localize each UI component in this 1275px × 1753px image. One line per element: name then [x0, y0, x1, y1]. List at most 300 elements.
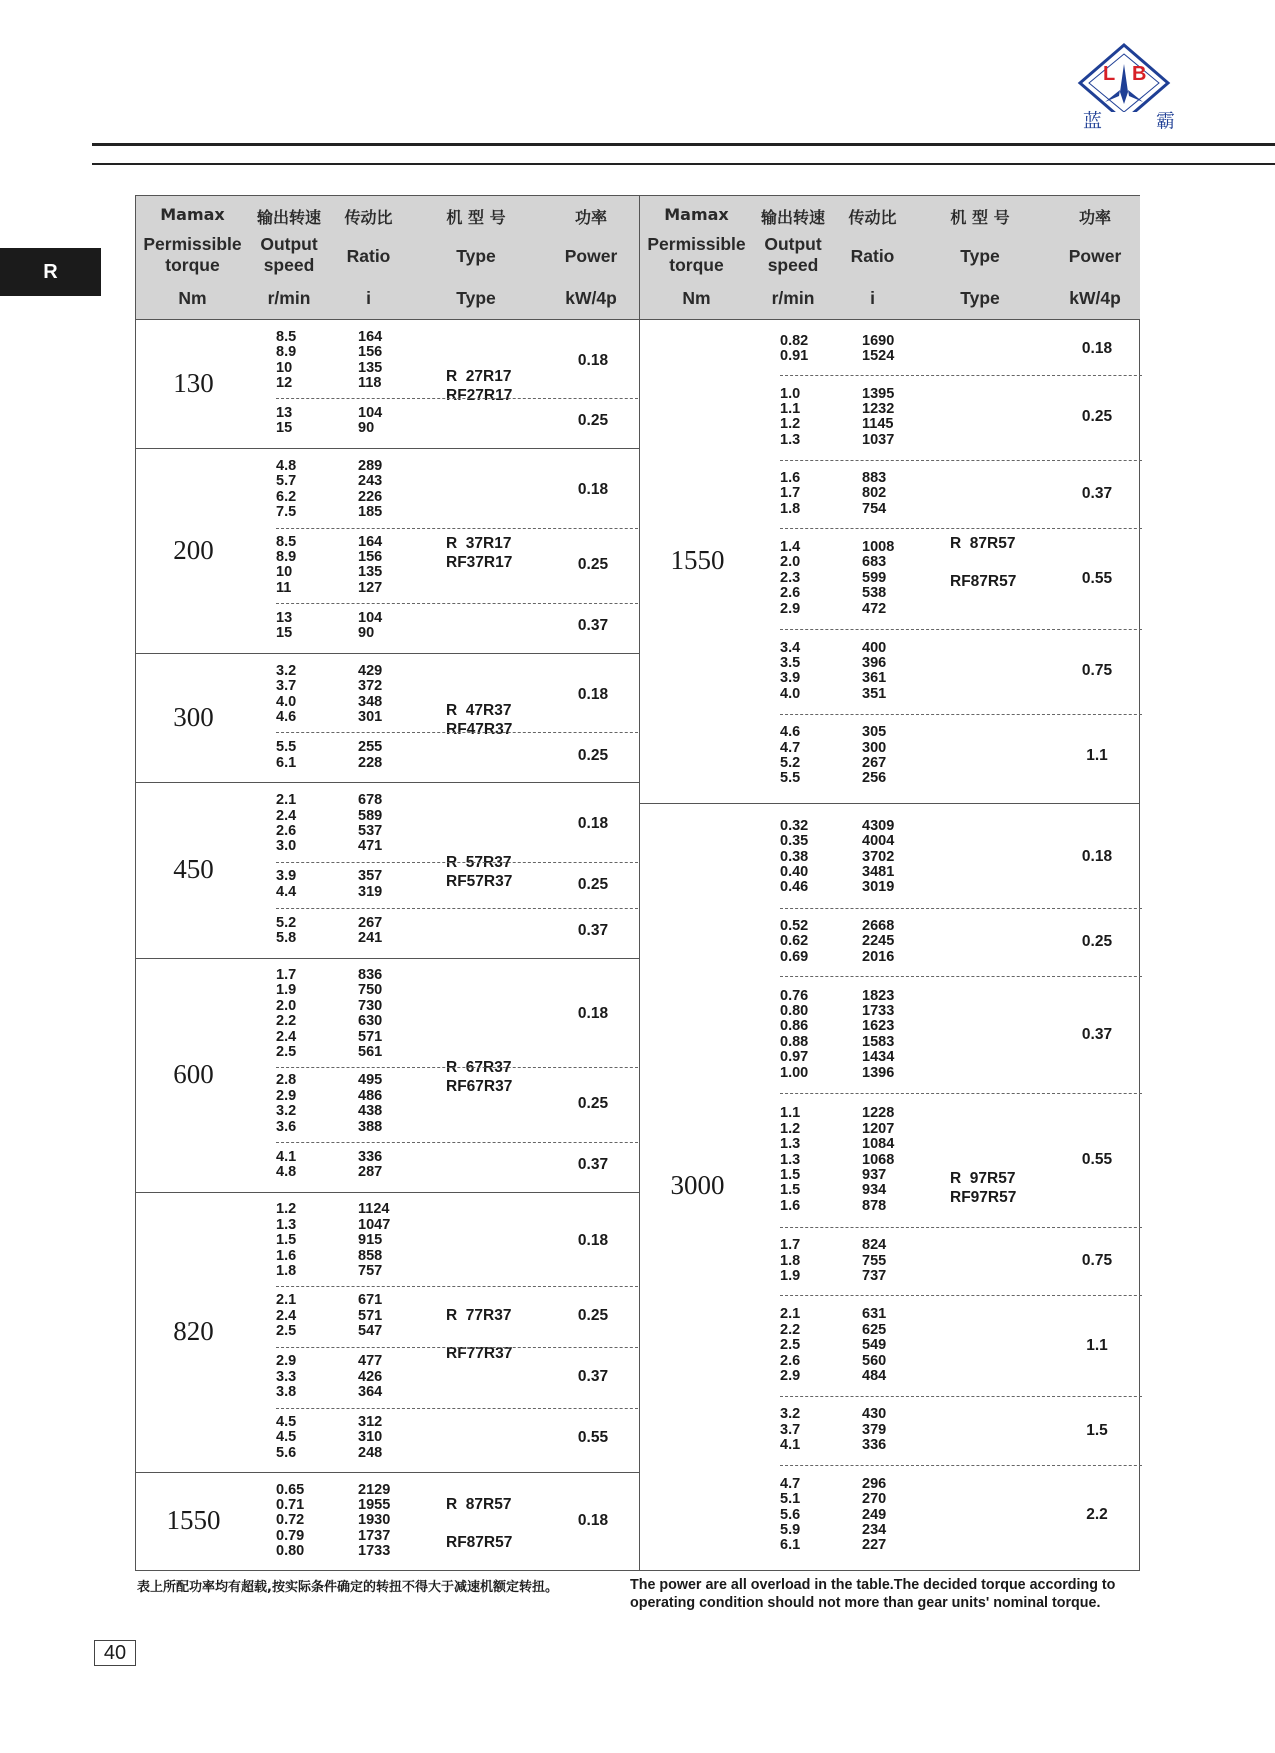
power-value: 0.18	[577, 685, 609, 703]
header-col-unit: kW/4p	[1069, 288, 1121, 308]
output-speed: 5.8	[276, 930, 297, 947]
output-speed: 1.1	[780, 1105, 801, 1122]
power-block	[276, 1408, 551, 1469]
power-block	[276, 323, 551, 399]
output-speed: 1.00	[780, 1064, 809, 1081]
logo-cn-left: 蓝	[1083, 110, 1103, 132]
power-value: 1.1	[1086, 1336, 1108, 1354]
ratio-value: 599	[862, 569, 887, 586]
header-col-en: Type	[960, 246, 1000, 266]
ratio-value: 156	[358, 344, 383, 361]
output-speed: 4.1	[276, 1148, 297, 1165]
ratio-value: 589	[358, 807, 383, 824]
header-col-en: Output speed	[260, 234, 318, 275]
header-col-unit: Nm	[178, 288, 207, 308]
output-speed: 5.2	[276, 914, 297, 931]
ratio-value: 1232	[862, 401, 895, 418]
output-speed: 2.4	[276, 1028, 297, 1045]
ratio-value: 400	[862, 639, 887, 656]
header-col-unit: r/min	[267, 288, 311, 308]
torque-group	[136, 1192, 639, 1473]
power-block	[780, 807, 1055, 909]
ratio-value: 883	[862, 469, 887, 486]
header-col-cn: 输出转速	[760, 208, 825, 227]
ratio-value: 1395	[862, 385, 895, 402]
output-speed: 4.0	[276, 693, 297, 710]
output-speed: 0.32	[780, 817, 809, 834]
output-speed: 4.5	[276, 1414, 297, 1430]
ratio-value: 351	[862, 685, 887, 702]
power-block	[276, 1196, 551, 1287]
output-speed: 3.2	[276, 1103, 297, 1120]
output-speed: 1.3	[276, 1216, 297, 1233]
ratio-value: 1037	[862, 431, 895, 448]
ratio-value: 429	[358, 662, 383, 679]
power-block	[780, 323, 1055, 376]
power-cell	[1052, 714, 1142, 799]
output-speed: 1.9	[276, 982, 297, 999]
ratio-value: 1583	[862, 1033, 895, 1050]
output-speed: 12	[276, 374, 293, 391]
output-speed: 5.5	[276, 739, 297, 756]
output-speed: 5.2	[780, 754, 801, 771]
torque-group	[136, 782, 639, 959]
section-tab[interactable]: R	[0, 248, 101, 296]
output-speed: 4.6	[780, 724, 801, 741]
power-cell	[1052, 323, 1142, 376]
ratio-value: 2668	[862, 917, 895, 934]
header-col-cn: 功率	[574, 208, 607, 227]
torque-value: 130	[173, 367, 214, 398]
ratio-value: 1930	[358, 1512, 391, 1529]
output-speed: 1.3	[780, 431, 801, 448]
torque-group	[136, 653, 639, 783]
power-block	[780, 714, 1055, 799]
ratio-value: 336	[358, 1148, 383, 1165]
ratio-value: 249	[862, 1506, 887, 1523]
output-speed: 3.7	[780, 1421, 801, 1438]
output-speed: 3.3	[276, 1368, 297, 1385]
output-speed: 2.3	[780, 569, 801, 586]
power-cell	[1052, 976, 1142, 1094]
output-speed: 3.4	[780, 639, 801, 656]
ratio-value: 484	[862, 1368, 887, 1385]
table-header	[136, 196, 639, 320]
power-block	[780, 1093, 1055, 1228]
output-speed: 1.5	[276, 1232, 297, 1249]
power-block	[276, 1142, 551, 1188]
gear-type: R 97R57 RF97R57	[950, 1170, 1017, 1207]
output-speed: 0.71	[276, 1497, 305, 1514]
output-speed: 3.2	[276, 662, 297, 679]
header-col-cn: 传动比	[344, 208, 393, 227]
power-cell	[548, 1347, 638, 1409]
ratio-value: 243	[358, 473, 383, 490]
output-speed: 1.7	[780, 485, 801, 502]
power-cell	[548, 1067, 638, 1143]
ratio-value: 3481	[862, 864, 895, 880]
output-speed: 2.1	[276, 1292, 297, 1309]
power-cell	[548, 657, 638, 733]
ratio-value: 164	[358, 533, 383, 550]
ratio-value: 1396	[862, 1064, 895, 1081]
output-speed: 0.76	[780, 987, 809, 1004]
ratio-value: 1068	[862, 1151, 895, 1168]
power-value: 0.55	[577, 1429, 609, 1447]
power-block	[780, 1396, 1055, 1465]
ratio-value: 1434	[862, 1049, 895, 1066]
ratio-value: 301	[358, 709, 383, 726]
output-speed: 1.6	[780, 1197, 801, 1214]
output-speed: 13	[276, 609, 293, 626]
ratio-value: 4004	[862, 833, 895, 850]
power-value: 2.2	[1086, 1506, 1108, 1524]
power-block	[276, 1286, 551, 1348]
ratio-value: 878	[862, 1197, 887, 1214]
ratio-value: 227	[862, 1537, 887, 1554]
output-speed: 4.1	[780, 1437, 801, 1454]
power-block	[780, 908, 1055, 977]
power-block	[780, 460, 1055, 529]
brand-logo	[1075, 42, 1173, 138]
power-block	[276, 786, 551, 862]
output-speed: 3.2	[780, 1406, 801, 1423]
ratio-value: 472	[862, 600, 887, 617]
ratio-value: 305	[862, 724, 887, 741]
ratio-value: 2245	[862, 933, 895, 950]
output-speed: 4.6	[276, 709, 297, 726]
ratio-value: 241	[358, 930, 383, 947]
power-value: 0.25	[577, 412, 609, 430]
ratio-value: 118	[358, 374, 382, 391]
header-rule-top	[92, 143, 1275, 146]
ratio-value: 1823	[862, 987, 895, 1004]
output-speed: 0.52	[780, 917, 809, 934]
header-col-en: Permissible torque	[647, 234, 746, 275]
header-col-cn: 机 型 号	[950, 208, 1010, 227]
output-speed: 2.6	[276, 822, 297, 839]
gear-type: R 37R17 RF37R17	[446, 534, 513, 571]
output-speed: 5.1	[780, 1491, 801, 1508]
output-speed: 1.3	[780, 1151, 801, 1168]
ratio-value: 630	[358, 1013, 383, 1030]
ratio-value: 486	[358, 1087, 383, 1104]
output-speed: 10	[276, 564, 293, 581]
ratio-value: 1955	[358, 1497, 391, 1514]
header-col	[640, 196, 753, 319]
output-speed: 0.35	[780, 833, 809, 850]
ratio-value: 267	[862, 754, 887, 771]
power-cell	[548, 323, 638, 399]
power-block	[276, 962, 551, 1068]
output-speed: 3.8	[276, 1383, 297, 1400]
ratio-value: 90	[358, 420, 375, 437]
ratio-value: 357	[358, 868, 383, 885]
ratio-value: 1623	[862, 1018, 895, 1035]
footnote-cn: 表上所配功率均有超载,按实际条件确定的转扭不得大于减速机额定转扭。	[137, 1580, 558, 1595]
power-value: 0.18	[577, 814, 609, 832]
output-speed: 2.9	[276, 1353, 297, 1370]
ratio-value: 438	[358, 1103, 383, 1120]
header-col-unit: Type	[960, 288, 1000, 308]
header-col	[1050, 196, 1140, 319]
header-col-en: Permissible torque	[143, 234, 242, 275]
torque-group	[136, 1472, 639, 1570]
ratio-value: 312	[358, 1414, 383, 1430]
torque-value: 200	[173, 534, 214, 565]
output-speed: 4.8	[276, 458, 297, 475]
power-value: 0.18	[577, 1005, 609, 1023]
power-block	[276, 452, 551, 528]
output-speed: 0.86	[780, 1018, 809, 1035]
power-block	[780, 1295, 1055, 1397]
output-speed: 2.5	[276, 1323, 297, 1340]
ratio-value: 683	[862, 554, 887, 571]
torque-group	[640, 319, 1140, 804]
output-speed: 1.3	[780, 1136, 801, 1153]
ratio-value: 310	[358, 1429, 383, 1446]
power-cell	[1052, 375, 1142, 461]
ratio-value: 571	[358, 1028, 383, 1045]
power-value: 0.55	[1081, 569, 1113, 587]
ratio-value: 4309	[862, 817, 895, 834]
ratio-value: 2016	[862, 948, 895, 965]
output-speed: 2.2	[276, 1013, 297, 1030]
header-col	[546, 196, 636, 319]
output-speed: 3.6	[276, 1118, 297, 1135]
output-speed: 0.82	[780, 332, 809, 349]
ratio-value: 1145	[862, 416, 894, 433]
ratio-value: 802	[862, 485, 887, 502]
power-cell	[548, 962, 638, 1068]
power-value: 0.18	[577, 1512, 609, 1530]
logo-cn-right: 霸	[1155, 110, 1175, 132]
ratio-value: 1733	[862, 1002, 895, 1019]
output-speed: 3.5	[780, 654, 801, 671]
output-speed: 5.9	[780, 1521, 801, 1538]
output-speed: 1.2	[780, 416, 801, 433]
output-speed: 4.8	[276, 1164, 297, 1181]
output-speed: 1.5	[780, 1182, 801, 1199]
output-speed: 8.5	[276, 533, 297, 550]
ratio-value: 90	[358, 625, 375, 642]
ratio-value: 396	[862, 654, 887, 671]
output-speed: 0.38	[780, 848, 809, 865]
output-speed: 1.8	[780, 1252, 801, 1269]
header-col-en: Type	[456, 246, 496, 266]
power-cell	[1052, 908, 1142, 977]
header-col-unit: i	[366, 288, 371, 308]
power-cell	[548, 1408, 638, 1469]
output-speed: 0.46	[780, 879, 809, 896]
ratio-value: 549	[862, 1337, 887, 1354]
torque-group	[136, 958, 639, 1193]
output-speed: 8.9	[276, 548, 297, 565]
ratio-value: 185	[358, 504, 383, 521]
power-block	[276, 603, 551, 649]
power-block	[780, 375, 1055, 461]
ratio-value: 750	[358, 982, 383, 999]
power-cell	[548, 1142, 638, 1188]
header-col-unit: kW/4p	[565, 288, 617, 308]
output-speed: 2.0	[780, 554, 801, 571]
header-rule-bottom	[92, 163, 1275, 165]
output-speed: 4.4	[276, 883, 297, 900]
power-value: 1.5	[1086, 1421, 1108, 1439]
table-left-half	[136, 196, 639, 1570]
ratio-value: 561	[358, 1043, 383, 1060]
ratio-value: 547	[358, 1323, 383, 1340]
power-value: 0.25	[577, 556, 609, 574]
ratio-value: 164	[358, 328, 383, 345]
ratio-value: 1008	[862, 539, 895, 556]
ratio-value: 300	[862, 739, 887, 756]
output-speed: 1.8	[780, 500, 801, 517]
ratio-value: 270	[862, 1491, 887, 1508]
output-speed: 0.80	[780, 1002, 809, 1019]
ratio-value: 631	[862, 1306, 887, 1323]
ratio-value: 228	[358, 754, 383, 771]
power-block	[276, 732, 551, 778]
power-value: 0.25	[577, 1095, 609, 1113]
output-speed: 0.62	[780, 933, 809, 950]
ratio-value: 379	[862, 1421, 887, 1438]
header-col	[249, 196, 329, 319]
output-speed: 1.4	[780, 539, 801, 556]
power-cell	[1052, 807, 1142, 909]
ratio-value: 1124	[358, 1201, 390, 1218]
header-col-unit: i	[870, 288, 875, 308]
output-speed: 11	[276, 579, 292, 596]
power-cell	[548, 398, 638, 444]
header-col	[136, 196, 249, 319]
output-speed: 0.65	[276, 1481, 305, 1498]
header-col-en: Power	[1068, 246, 1122, 266]
header-col-en: Ratio	[346, 246, 391, 266]
torque-value: 3000	[670, 1170, 725, 1201]
ratio-value: 3019	[862, 879, 895, 896]
ratio-value: 836	[358, 966, 383, 983]
ratio-value: 267	[358, 914, 383, 931]
header-col-cn: 机 型 号	[446, 208, 506, 227]
torque-value: 450	[173, 854, 214, 885]
output-speed: 5.7	[276, 473, 297, 490]
power-block	[276, 528, 551, 604]
output-speed: 4.0	[780, 685, 801, 702]
output-speed: 2.8	[276, 1072, 297, 1089]
ratio-value: 678	[358, 792, 383, 809]
ratio-value: 256	[862, 770, 887, 787]
ratio-value: 1524	[862, 348, 895, 365]
output-speed: 1.2	[780, 1120, 801, 1137]
output-speed: 6.1	[276, 754, 297, 771]
power-block	[276, 657, 551, 733]
header-col-cn: Mamax	[160, 205, 225, 224]
gear-type: R 57R37 RF57R37	[446, 854, 513, 891]
header-col-cn: 传动比	[848, 208, 897, 227]
output-speed: 0.40	[780, 864, 809, 880]
power-cell	[548, 1286, 638, 1348]
ratio-value: 754	[862, 500, 887, 517]
torque-value: 1550	[166, 1505, 221, 1536]
ratio-value: 104	[358, 609, 383, 626]
power-value: 0.25	[1081, 408, 1113, 426]
ratio-value: 915	[358, 1232, 383, 1249]
footnote-en: The power are all overload in the table.The decided torque according to operating condition should not more than gear units' nominal torque.	[630, 1577, 1116, 1611]
header-col-unit: Nm	[682, 288, 711, 308]
ratio-value: 372	[358, 678, 383, 695]
header-col-en: Output speed	[764, 234, 822, 275]
output-speed: 2.6	[780, 1352, 801, 1369]
header-col-cn: Mamax	[664, 205, 729, 224]
ratio-value: 430	[862, 1406, 887, 1423]
header-col-unit: Type	[456, 288, 496, 308]
ratio-value: 1690	[862, 332, 895, 349]
power-cell	[1052, 460, 1142, 529]
output-speed: 1.7	[780, 1237, 801, 1254]
ratio-value: 858	[358, 1247, 383, 1264]
output-speed: 3.0	[276, 838, 297, 855]
ratio-value: 234	[862, 1521, 887, 1538]
output-speed: 3.9	[780, 670, 801, 687]
power-value: 0.18	[577, 351, 609, 369]
power-cell	[548, 1476, 638, 1566]
ratio-value: 361	[862, 670, 887, 687]
ratio-value: 287	[358, 1164, 383, 1181]
output-speed: 1.5	[780, 1167, 801, 1183]
gear-type: R 77R37 RF77R37	[446, 1306, 513, 1362]
power-block	[276, 1476, 551, 1566]
ratio-value: 388	[358, 1118, 383, 1135]
power-cell	[1052, 1396, 1142, 1465]
power-value: 0.25	[577, 875, 609, 893]
output-speed: 2.4	[276, 1307, 297, 1324]
output-speed: 5.6	[276, 1444, 297, 1461]
ratio-value: 1733	[358, 1543, 391, 1560]
output-speed: 2.1	[780, 1306, 801, 1323]
output-speed: 4.7	[780, 1475, 801, 1492]
power-cell	[1052, 528, 1142, 630]
ratio-value: 156	[358, 548, 383, 565]
power-cell	[1052, 629, 1142, 715]
output-speed: 5.6	[780, 1506, 801, 1523]
output-speed: 15	[276, 420, 293, 437]
power-value: 1.1	[1086, 746, 1108, 764]
output-speed: 0.91	[780, 348, 809, 365]
power-cell	[548, 786, 638, 862]
ratio-value: 135	[358, 564, 383, 581]
power-value: 0.25	[577, 1307, 609, 1325]
torque-group	[136, 319, 639, 449]
output-speed: 0.69	[780, 948, 809, 965]
header-col	[830, 196, 915, 319]
power-value: 0.75	[1081, 1252, 1113, 1270]
power-value: 0.55	[1081, 1151, 1113, 1169]
ratio-value: 364	[358, 1383, 383, 1400]
output-speed: 2.5	[276, 1043, 297, 1060]
ratio-value: 135	[358, 359, 383, 376]
power-block	[276, 862, 551, 909]
ratio-value: 737	[862, 1268, 887, 1285]
svg-text:L: L	[1103, 63, 1116, 85]
output-speed: 7.5	[276, 504, 297, 521]
ratio-value: 255	[358, 739, 383, 756]
output-speed: 2.9	[276, 1087, 297, 1104]
ratio-value: 495	[358, 1072, 383, 1089]
power-value: 0.37	[577, 1156, 609, 1174]
ratio-value: 296	[862, 1475, 887, 1492]
header-col-cn: 输出转速	[256, 208, 321, 227]
